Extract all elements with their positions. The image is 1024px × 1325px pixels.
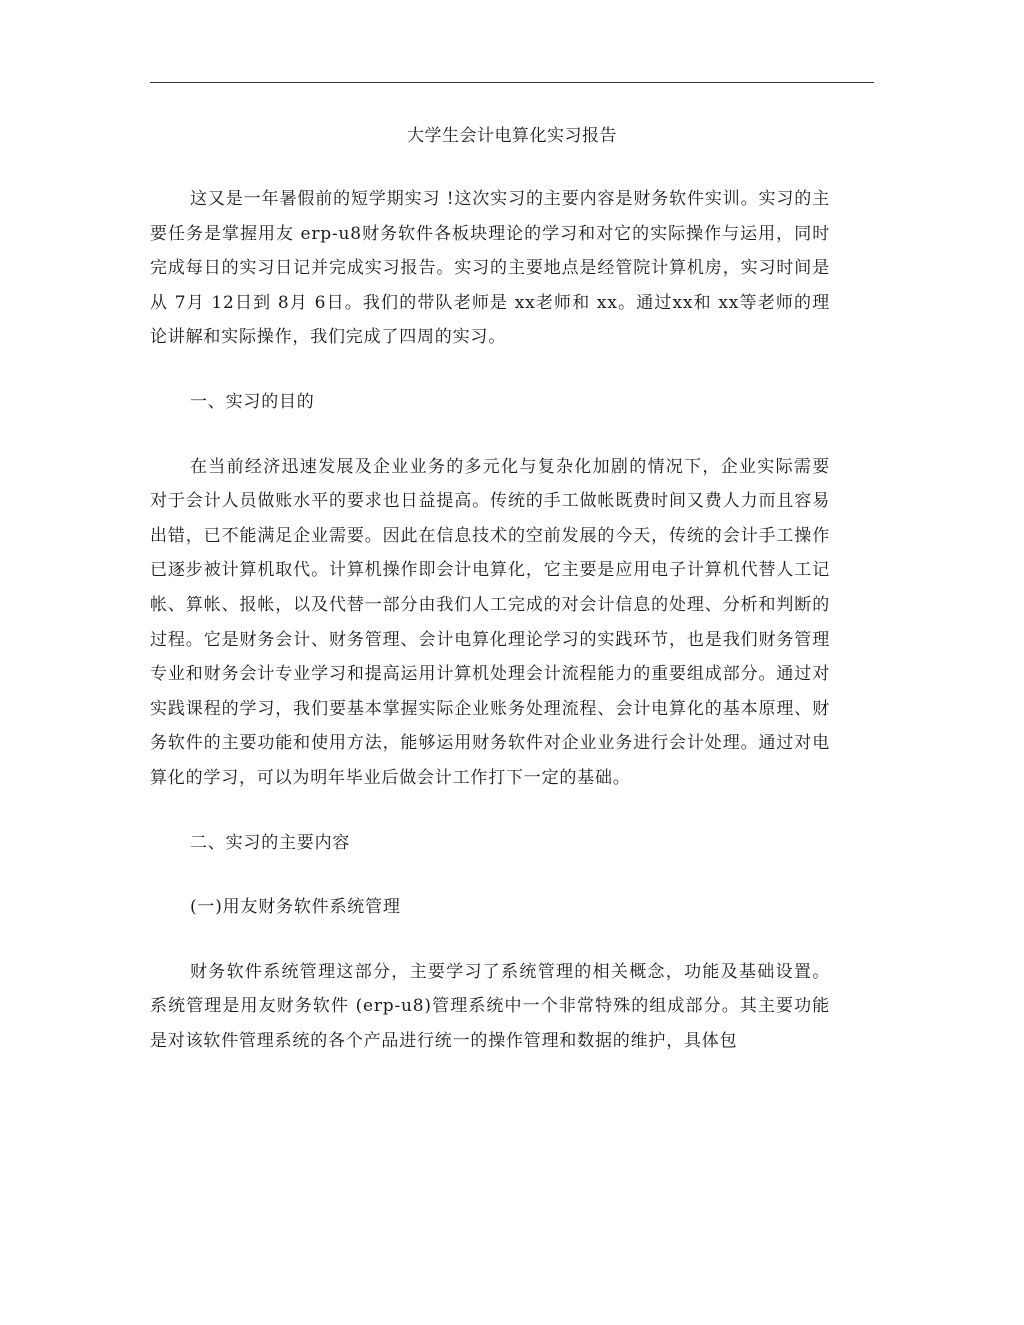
document-body — [150, 182, 830, 1058]
header-rule — [150, 82, 874, 83]
system-management-paragraph: 财务软件系统管理这部分，主要学习了系统管理的相关概念，功能及基础设置。系统管理是用友财务软件 (erp-u8)管理系统中一个非常特殊的组成部分。其主要功能是对该软件管理系统的各个产品进行统一的操作管理和数据的维护，具体包 — [150, 961, 830, 1051]
purpose-paragraph: 在当前经济迅速发展及企业业务的多元化与复杂化加剧的情况下，企业实际需要对于会计人员做账水平的要求也日益提高。传统的手工做帐既费时间又费人力而且容易出错，已不能满足企业需要。因此在信息技术的空前发展的今天，传统的会计手工操作已逐步被计算机取代。计算机操作即会计电算化，它主要是应用电子计算机代替人工记帐、算帐、报帐，以及代替一部分由我们人工完成的对会计信息的处理、分析和判断的过程。它是财务会计、财务管理、会计电算化理论学习的实践环节，也是我们财务管理专业和财务会计专业学习和提高运用计算机处理会计流程能力的重要组成部分。通过对实践课程的学习，我们要基本掌握实际企业账务处理流程、会计电算化的基本原理、财务软件的主要功能和使用方法，能够运用财务软件对企业业务进行会计处理。通过对电算化的学习，可以为明年毕业后做会计工作打下一定的基础。 — [150, 456, 830, 788]
document-title: 大学生会计电算化实习报告 — [407, 126, 617, 146]
subsection-heading-system-management: (一)用友财务软件系统管理 — [190, 897, 401, 918]
section-heading-purpose: 一、实习的目的 — [190, 391, 315, 412]
intro-paragraph: 这又是一年暑假前的短学期实习 !这次实习的主要内容是财务软件实训。实习的主要任务是掌握用友 erp-u8财务软件各板块理论的学习和对它的实际操作与运用，同时完成每日的实习日记并完成实习报告。实习的主要地点是经管院计算机房，实习时间是从 7月 12日到 8月 6日。我们的带队老师是 xx老师和 xx。通过xx和 xx等老师的理论讲解和实际操作，我们完成了四周的实习。 — [150, 189, 830, 348]
section-heading-content: 二、实习的主要内容 — [190, 832, 351, 853]
